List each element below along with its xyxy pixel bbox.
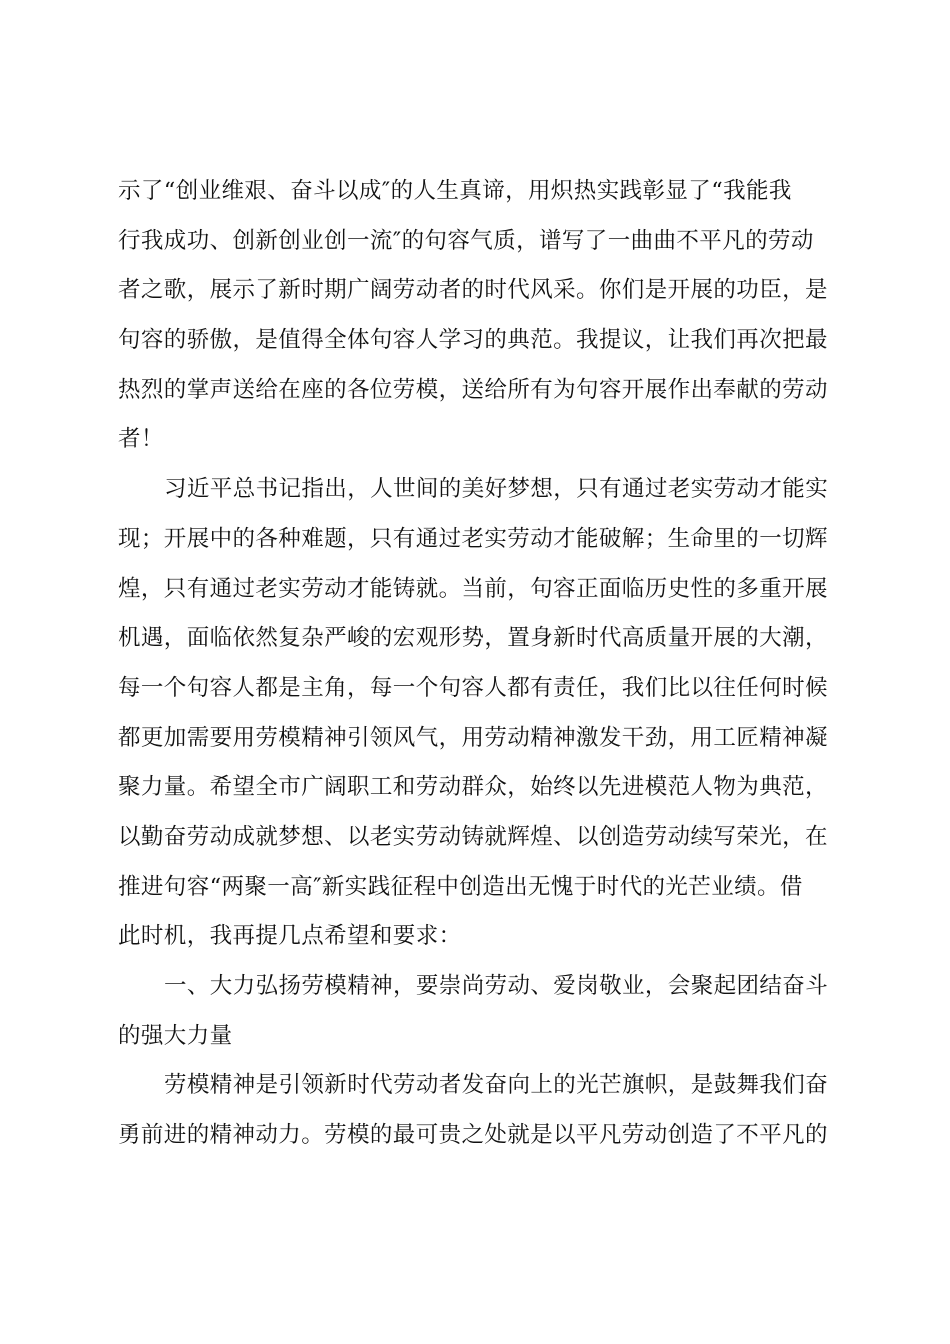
- text-line: 示了“创业维艰、奋斗以成″的人生真谛，用炽热实践彰显了“我能我: [118, 178, 792, 204]
- section-heading-line: 的强大力量: [118, 1022, 233, 1049]
- text-line: 以勤奋劳动成就梦想、以老实劳动铸就辉煌、以创造劳动续写荣光，在: [118, 823, 828, 850]
- paragraph-start-line: 劳模精神是引领新时代劳动者发奋向上的光芒旗帜，是鼓舞我们奋: [164, 1072, 829, 1099]
- section-heading-line: 一、大力弘扬劳模精神，要崇尚劳动、爱岗敬业，会聚起团结奋斗: [164, 973, 829, 999]
- text-line: 行我成功、创新创业创一流″的句容气质，谱写了一曲曲不平凡的劳动: [118, 227, 814, 254]
- text-line: 煌，只有通过老实劳动才能铸就。当前，句容正面临历史性的多重开展: [118, 575, 828, 602]
- text-line: 者！: [118, 426, 164, 453]
- text-line: 勇前进的精神动力。劳模的最可贵之处就是以平凡劳动创造了不平凡的: [118, 1122, 828, 1149]
- text-line: 此时机，我再提几点希望和要求：: [118, 923, 462, 950]
- text-line: 现；开展中的各种难题，只有通过老实劳动才能破解；生命里的一切辉: [118, 525, 828, 552]
- text-line: 都更加需要用劳模精神引领风气，用劳动精神激发干劲，用工匠精神凝: [118, 724, 828, 751]
- paragraph-start-line: 习近平总书记指出，人世间的美好梦想，只有通过老实劳动才能实: [164, 476, 829, 503]
- text-line: 句容的骄傲，是值得全体句容人学习的典范。我提议，让我们再次把最: [118, 327, 828, 354]
- text-line: 热烈的掌声送给在座的各位劳模，送给所有为句容开展作出奉献的劳动: [118, 376, 828, 403]
- text-line: 机遇，面临依然复杂严峻的宏观形势，置身新时代高质量开展的大潮，: [118, 625, 828, 652]
- text-line: 推进句容“两聚一高″新实践征程中创造出无愧于时代的光芒业绩。借: [118, 873, 803, 900]
- text-line: 聚力量。希望全市广阔职工和劳动群众，始终以先进模范人物为典范，: [118, 774, 828, 801]
- text-line: 每一个句容人都是主角，每一个句容人都有责任，我们比以往任何时候: [118, 674, 828, 701]
- text-line: 者之歌，展示了新时期广阔劳动者的时代风采。你们是开展的功臣，是: [118, 277, 828, 304]
- document-body: [118, 167, 834, 1161]
